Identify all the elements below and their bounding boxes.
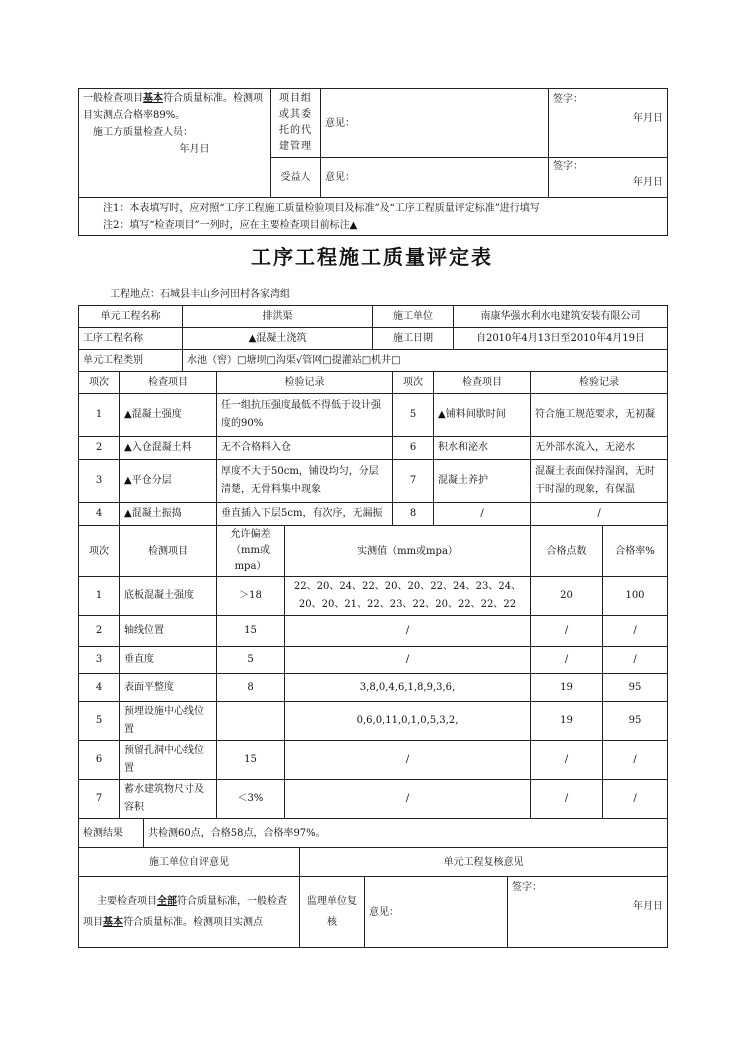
table-cell: ＜3% [217,780,285,819]
table-cell: ▲铺料间歇时间 [434,394,531,437]
table-cell: / [603,616,668,647]
table-cell: 95 [603,702,668,741]
beneficiary-sign [549,158,668,198]
date-label: 年月日 [633,177,663,188]
table-row [79,503,668,526]
self-review-bold: 全部 [157,896,177,907]
table-cell: 无不合格料入仓 [217,437,393,460]
table-cell: 2 [79,437,120,460]
beneficiary-opinion: 意见： [321,158,549,198]
table-cell: 3 [79,647,120,674]
table-cell: 20 [531,577,603,616]
table-cell: / [603,647,668,674]
table-cell: 混凝土表面保持湿润，无时干时湿的现象，有保温 [531,460,668,503]
table-cell: 垂直插入下层5cm，有次序，无漏振 [217,503,393,526]
self-text: 一般检查项目 [83,93,143,104]
header-cell: 允许偏差（mm或mpa） [217,526,285,577]
measurement-table [78,525,668,819]
project-location: 工程地点：石城县丰山乡河田村各家湾组 [110,289,290,300]
table-cell: 符合施工规范要求，无初凝 [531,394,668,437]
table-cell: / [285,741,531,780]
table-cell: 轴线位置 [120,616,217,647]
table-cell: 混凝土养护 [434,460,531,503]
header-cell: 项次 [79,372,120,394]
table-cell: 8 [393,503,434,526]
table-cell: 0,6,0,11,0,1,0,5,3,2, [285,702,531,741]
agent-sign [549,89,668,158]
table-cell: 蓄水建筑物尺寸及容积 [120,780,217,819]
top-signature-table [78,88,668,236]
self-review-text [79,877,300,948]
table-cell: 预留孔洞中心线位置 [120,741,217,780]
table-cell: 95 [603,674,668,702]
inspector-label: 施工方质量检查人员： [93,127,193,138]
review-table [78,847,668,948]
self-review-part: 符合质量标准。检测项目实测点 [123,917,263,928]
table-cell: 任一组抗压强度最低不得低于设计强度的90% [217,394,393,437]
note-1: 注1：本表填写时，应对照“工序工程施工质量检验项目及标准”及“工序工程质量评定标准”进行填写 [103,202,540,214]
header-cell: 实测值（mm或mpa） [285,526,531,577]
table-cell: 5 [393,394,434,437]
result-text: 共检测60点，合格58点，合格率97%。 [144,819,668,848]
table-cell: 7 [79,780,120,819]
table-cell: / [603,780,668,819]
table-row [79,674,668,702]
table-row [79,394,668,437]
table-cell: 积水和泌水 [434,437,531,460]
table-cell: 垂直度 [120,647,217,674]
process: ▲混凝土浇筑 [183,328,373,350]
category: 水池（窖）□塘坝□沟渠√管网□提灌站□机井□ [183,350,668,372]
header-cell: 检查项目 [120,372,217,394]
page-title: 工序工程施工质量评定表 [251,245,493,269]
inspection-header [79,372,668,394]
header-cell: 检查项目 [434,372,531,394]
sign-label: 签字： [512,882,542,893]
table-cell: 3,8,0,4,6,1,8,9,3,6, [285,674,531,702]
table-cell: 预埋设施中心线位置 [120,702,217,741]
measurement-header [79,526,668,577]
header-cell: 检测项目 [120,526,217,577]
contractor-label: 施工单位 [373,306,454,328]
table-cell [217,702,285,741]
table-row [79,741,668,780]
table-cell: 1 [79,577,120,616]
table-cell: 1 [79,394,120,437]
self-bold: 基本 [143,93,163,104]
table-cell: 6 [393,437,434,460]
table-cell: / [531,741,603,780]
table-cell: 底板混凝土强度 [120,577,217,616]
sign-label: 签字： [553,94,583,105]
result-label: 检测结果 [79,819,144,848]
self-review-bold: 基本 [103,917,123,928]
table-row [79,647,668,674]
table-cell: 4 [79,674,120,702]
header-cell: 检验记录 [217,372,393,394]
unit-name: 排洪渠 [183,306,373,328]
table-cell: ▲混凝土强度 [120,394,217,437]
supervisor-label: 监理单位复核 [300,877,365,948]
table-cell: / [434,503,531,526]
self-review-part: 主要检查项目 [97,896,157,907]
table-cell: 厚度不大于50cm，铺设均匀，分层清楚，无骨料集中现象 [217,460,393,503]
construction-date: 自2010年4月13日至2010年4月19日 [454,328,668,350]
table-cell: ▲平仓分层 [120,460,217,503]
unit-review-header: 单元工程复核意见 [300,848,668,877]
contractor: 南康华强水利水电建筑安装有限公司 [454,306,668,328]
header-cell: 合格点数 [531,526,603,577]
table-cell: 19 [531,674,603,702]
process-label: 工序工程名称 [79,328,183,350]
table-row [79,460,668,503]
table-row [79,577,668,616]
self-review-header: 施工单位自评意见 [79,848,300,877]
self-review-part: 符合质量标准，一般检查项目 [83,896,287,928]
table-cell: 2 [79,616,120,647]
table-row [79,702,668,741]
table-cell: / [285,647,531,674]
table-cell: / [531,503,668,526]
table-cell: 8 [217,674,285,702]
table-cell: 100 [603,577,668,616]
supervisor-sign [508,877,668,948]
sign-label: 签字： [553,161,583,172]
table-cell: / [285,780,531,819]
table-row [79,780,668,819]
header-cell: 项次 [393,372,434,394]
note-2: 注2：填写“检查项目”一列时，应在主要检查项目前标注▲ [103,219,358,231]
header-cell: 合格率% [603,526,668,577]
self-text: 符合质量标准。检测项目实测点合格率89%。 [83,93,263,121]
table-cell: 5 [79,702,120,741]
result-table [78,818,668,848]
table-cell: ▲混凝土振捣 [120,503,217,526]
agent-opinion: 意见： [321,89,549,158]
table-cell: 6 [79,741,120,780]
table-cell: / [531,616,603,647]
table-cell: 19 [531,702,603,741]
date-label: 年月日 [633,901,664,912]
header-cell: 项次 [79,526,120,577]
agent-label: 项目组或其委托的代建管理 [271,89,321,158]
self-assessment-cell [79,89,271,198]
category-label: 单元工程类别 [79,350,183,372]
table-cell: ▲入仓混凝土料 [120,437,217,460]
beneficiary-label: 受益人 [271,158,321,198]
table-cell: 5 [217,647,285,674]
supervisor-opinion: 意见： [365,877,508,948]
table-cell: 表面平整度 [120,674,217,702]
date-label: 年月日 [633,113,663,124]
date-label: 施工日期 [373,328,454,350]
table-cell: / [531,780,603,819]
info-table [78,305,668,372]
table-cell: 3 [79,460,120,503]
table-row [79,616,668,647]
notes [79,198,668,236]
table-cell: 15 [217,616,285,647]
table-cell: ＞18 [217,577,285,616]
table-cell: 4 [79,503,120,526]
unit-name-label: 单元工程名称 [79,306,183,328]
table-row [79,437,668,460]
table-cell: 无外部水流入，无泌水 [531,437,668,460]
table-cell: / [531,647,603,674]
table-cell: / [285,616,531,647]
table-cell: 7 [393,460,434,503]
header-cell: 检验记录 [531,372,668,394]
table-cell: 22、20、24、22、20、20、22、24、23、24、20、20、21、22、23、22、20、22、22、22 [285,577,531,616]
table-cell: / [603,741,668,780]
table-cell: 15 [217,741,285,780]
date-label: 年月日 [179,144,210,155]
inspection-table [78,371,668,526]
